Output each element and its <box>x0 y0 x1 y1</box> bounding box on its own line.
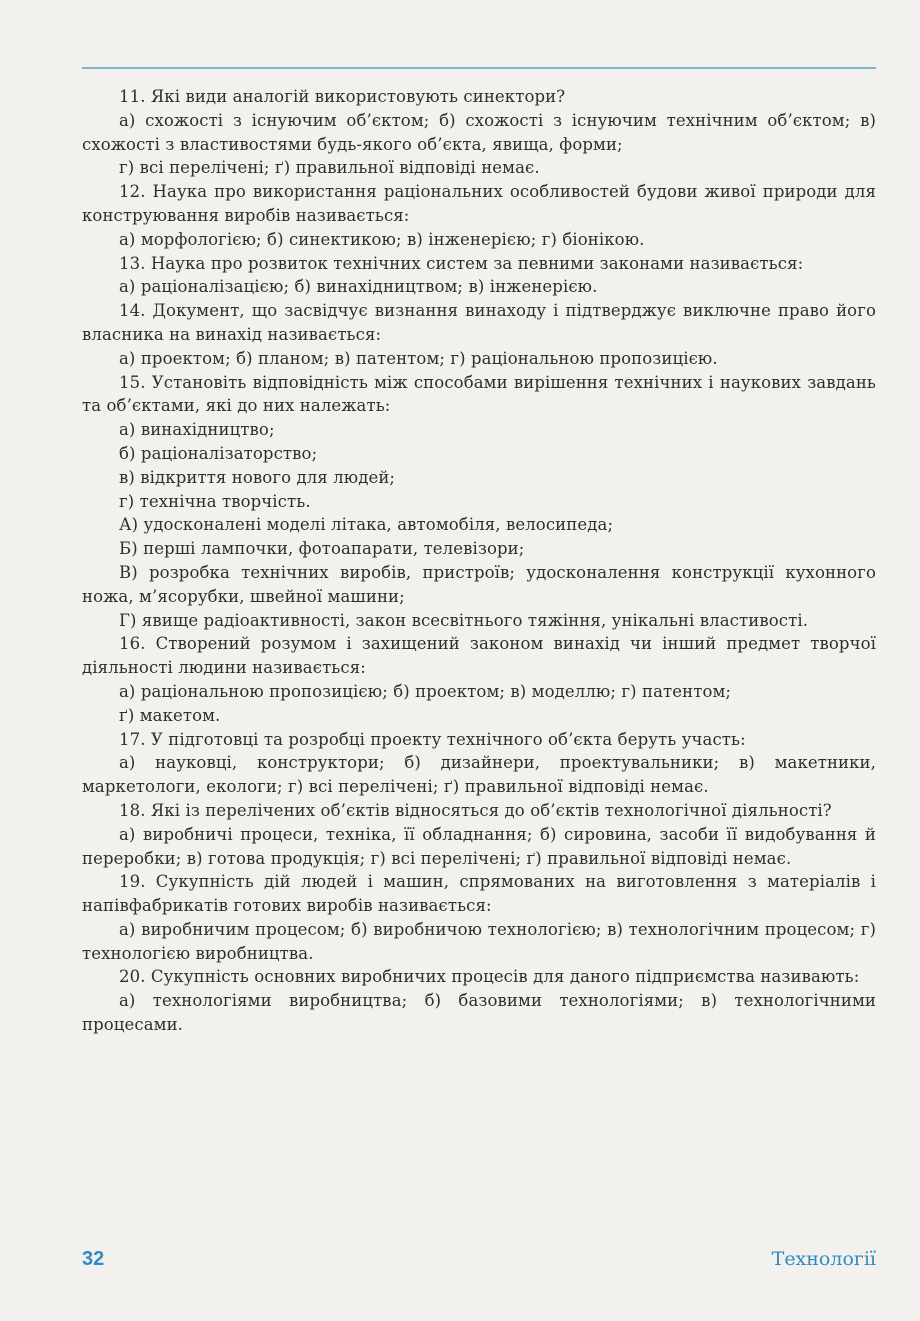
q20-question: 20. Сукупність основних виробничих процесів для даного підприємства називають: <box>119 967 860 987</box>
page-number: 32 <box>82 1248 105 1270</box>
q16-options-cont: ґ) макетом. <box>119 705 221 725</box>
q15-match-V: В) розробка технічних виробів, пристроїв; удосконалення конструкції кухонного ножа, м’ясорубки, швейної машини; <box>82 562 876 606</box>
q15-item-b: б) раціоналізаторство; <box>119 443 318 463</box>
q15-match-A: А) удосконалені моделі літака, автомобіля, велосипеда; <box>119 515 614 535</box>
series-title: Технології <box>771 1248 876 1270</box>
q11-options-cont: г) всі перелічені; ґ) правильної відповіді немає. <box>119 158 540 178</box>
q14-question: 14. Документ, що засвідчує визнання винаходу і підтверджує виключне право його власника на винахід називається: <box>82 301 876 344</box>
q15-item-a: а) винахідництво; <box>119 420 275 440</box>
q15-item-v: в) відкриття нового для людей; <box>119 467 396 487</box>
q12-question: 12. Наука про використання раціональних особливостей будови живої природи для конструювання виробів називається: <box>82 182 876 225</box>
q11-options: а) схожості з існуючим об’єктом; б) схожості з існуючим технічним об’єктом; в) схожості з властивостями будь-якого об’єкта, явища, форми; <box>82 110 876 154</box>
q19-question: 19. Сукупність дій людей і машин, спрямованих на виготовлення з матеріалів і напівфабрикатів готових виробів називається: <box>82 872 876 916</box>
q13-options: а) раціоналізацією; б) винахідництвом; в) інженерією. <box>119 277 598 297</box>
q13-question: 13. Наука про розвиток технічних систем за певними законами називається: <box>119 253 804 273</box>
q18-options: а) виробничі процеси, техніка, її обладнання; б) сировина, засоби її видобування й переробки; в) готова продукція; г) всі перелічені; ґ) правильної відповіді немає. <box>82 824 876 868</box>
header-rule <box>82 67 876 69</box>
q19-options: а) виробничим процесом; б) виробничою технологією; в) технологічним процесом; г) технологією виробництва. <box>82 919 876 963</box>
q15-item-g: г) технічна творчість. <box>119 491 311 511</box>
body-text <box>82 85 876 1037</box>
q16-options: а) раціональною пропозицією; б) проектом; в) моделлю; г) патентом; <box>119 681 732 701</box>
q16-question: 16. Створений розумом і захищений законом винахід чи інший предмет творчої діяльності людини називається: <box>82 634 876 678</box>
q18-question: 18. Які із перелічених об’єктів відносяться до об’єктів технологічної діяльності? <box>119 800 832 820</box>
q12-options: а) морфологією; б) синектикою; в) інженерією; г) біонікою. <box>119 229 645 249</box>
q15-match-G: Г) явище радіоактивності, закон всесвітнього тяжіння, унікальні властивості. <box>119 610 809 630</box>
q14-options: а) проектом; б) планом; в) патентом; г) раціональною пропозицією. <box>119 348 718 368</box>
q20-options: а) технологіями виробництва; б) базовими технологіями; в) технологічними процесами. <box>82 991 876 1035</box>
q15-question: 15. Установіть відповідність між способами вирішення технічних і наукових завдань та об’єктами, які до них належать: <box>82 372 876 416</box>
q15-match-B: Б) перші лампочки, фотоапарати, телевізори; <box>119 539 525 559</box>
q11-question: 11. Які види аналогій використовують синектори? <box>119 87 566 106</box>
q17-question: 17. У підготовці та розробці проекту технічного об’єкта беруть участь: <box>119 729 746 749</box>
q17-options: а) науковці, конструктори; б) дизайнери, проектувальники; в) макетники, маркетологи, екологи; г) всі перелічені; ґ) правильної відповіді немає. <box>82 753 876 797</box>
